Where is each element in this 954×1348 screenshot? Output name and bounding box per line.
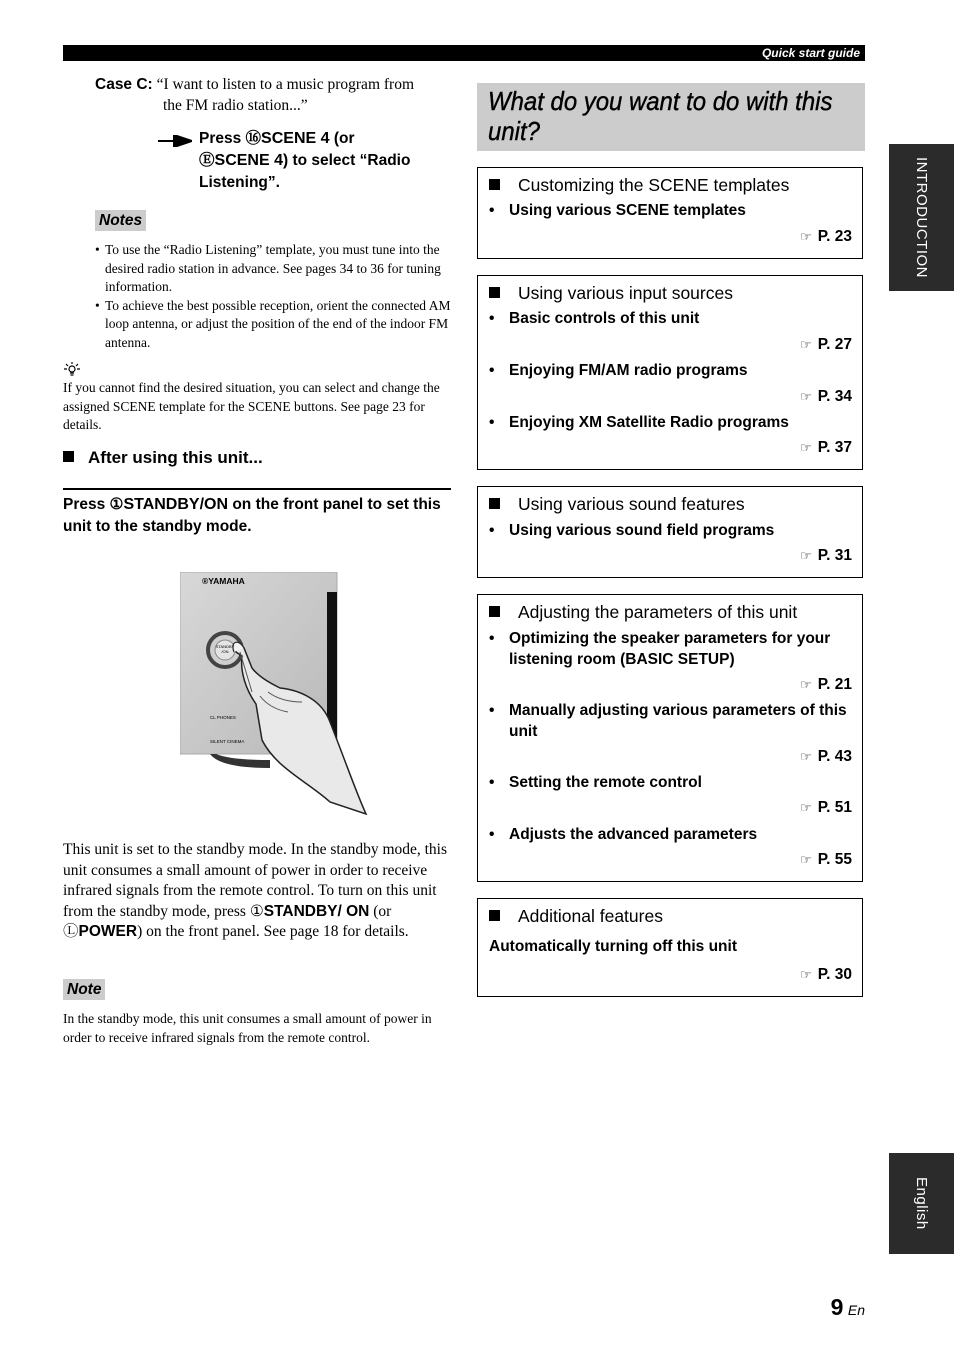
section-adjusting-parameters: Adjusting the parameters of this unit • Optimizing the speaker parameters for your listening room (BASIC SETUP) ☞ P. 21 • Manually adjusting various parameters of this unit ☞ P. 43 • Setting the remote control ☞ P. 51 • Adjusts the advanced parameters ☞ P. 55 [477,594,863,882]
pointing-hand-icon: ☞ [800,677,812,692]
list-item: • Using various SCENE templates [489,202,746,219]
page-ref-link[interactable]: ☞ P. 43 [800,748,852,765]
brand-logo: ®YAMAHA [202,576,245,586]
standby-key: STANDBY/ON [123,496,229,513]
page-ref-link[interactable]: ☞ P. 51 [800,799,852,816]
pointing-hand-icon: ☞ [800,440,812,455]
after-heading: After using this unit... [63,447,263,469]
case-label: Case C: [95,76,153,93]
pointing-hand-icon: ☞ [800,800,812,815]
section-sound-features: Using various sound features • Using various sound field programs ☞ P. 31 [477,486,863,578]
arrow-icon [158,134,192,152]
device-label: CL PHONES [210,715,236,720]
page-ref-link[interactable]: ☞ P. 55 [800,851,852,868]
page-title: What do you want to do with this unit? [488,86,833,146]
page-ref-link[interactable]: ☞ P. 31 [800,547,852,564]
note-item: • To use the “Radio Listening” template, you must tune into the desired radio station in advance. See pages 34 to 36 for tuning information. [95,241,451,297]
device-standby-button[interactable]: STANDBY /ON [215,644,235,654]
notes-list [95,241,451,352]
device-illustration [180,572,370,842]
square-bullet-icon [489,179,500,190]
scene4-key: SCENE 4 [261,130,330,147]
case-c [95,75,455,116]
list-item: • Optimizing the speaker parameters for your listening room (BASIC SETUP) [489,630,831,668]
note-label: Note [63,979,105,1000]
tip-text: If you cannot find the desired situation, you can select and change the assigned SCENE template for the SCENE buttons. See page 23 for details. [63,380,440,432]
notes-label: Notes [95,210,146,231]
page-ref-link[interactable]: ☞ P. 23 [800,228,852,245]
divider [63,488,451,490]
list-item: • Enjoying XM Satellite Radio programs [489,414,789,431]
pointing-hand-icon: ☞ [800,967,812,982]
list-item: • Setting the remote control [489,774,702,791]
list-item: • Using various sound field programs [489,522,775,539]
side-tab-introduction[interactable]: INTRODUCTION [889,144,954,291]
header-bar [63,45,865,61]
side-tab-english[interactable]: English [889,1153,954,1254]
list-item: • Basic controls of this unit [489,310,700,327]
square-bullet-icon [489,498,500,509]
title-box [477,83,865,151]
section-additional-features: Additional features Automatically turning off this unit ☞ P. 30 [477,898,863,997]
case-text-2: the FM radio station...” [163,96,308,114]
page-ref-link[interactable]: ☞ P. 34 [800,388,852,405]
press-instruction: Press ⑯SCENE 4 (or ⒺSCENE 4) to select “Radio Listening”. [199,130,411,191]
pointing-hand-icon: ☞ [800,852,812,867]
section-input-sources: Using various input sources • Basic controls of this unit ☞ P. 27 • Enjoying FM/AM radio programs ☞ P. 34 • Enjoying XM Satellite Radio programs ☞ P. 37 [477,275,863,470]
page-ref-link[interactable]: ☞ P. 30 [800,966,852,983]
pointing-hand-icon: ☞ [800,749,812,764]
square-bullet-icon [489,910,500,921]
square-bullet-icon [63,451,74,462]
section-scene-templates: Customizing the SCENE templates • Using various SCENE templates ☞ P. 23 [477,167,863,259]
page-ref-link[interactable]: ☞ P. 37 [800,439,852,456]
standby-instruction: Press ①STANDBY/ON on the front panel to set this unit to the standby mode. [63,496,441,535]
lightbulb-icon [63,360,81,381]
pointing-hand-icon: ☞ [800,337,812,352]
pointing-hand-icon: ☞ [800,229,812,244]
list-item: • Manually adjusting various parameters of this unit [489,702,847,740]
section-label: Quick start guide [761,46,860,60]
page-ref-link[interactable]: ☞ P. 21 [800,676,852,693]
page-ref-link[interactable]: ☞ P. 27 [800,336,852,353]
pointing-hand-icon: ☞ [800,389,812,404]
note-item: • To achieve the best possible reception, orient the connected AM loop antenna, or adjust the position of the end of the indoor FM antenna. [95,297,451,353]
list-item: Automatically turning off this unit [489,938,737,955]
standby-body-text: This unit is set to the standby mode. In the standby mode, this unit consumes a small amount of power in order to receive infrared signals from the remote control. To turn on this unit from the standby mode, press ①STANDBY/ ON (or ⓁPOWER) on the front panel. See page 18 for details. [63,841,448,940]
case-text-1: “I want to listen to a music program from [156,76,415,93]
note-text: In the standby mode, this unit consumes a small amount of power in order to receive infrared signals from the remote control. [63,1011,432,1045]
square-bullet-icon [489,287,500,298]
scene4-key-remote: SCENE 4 [214,152,283,169]
list-item: • Adjusts the advanced parameters [489,826,758,843]
device-label: SILENT CINEMA [210,739,245,744]
page-number: 9 En [830,1294,865,1320]
pointing-hand-icon: ☞ [800,548,812,563]
square-bullet-icon [489,606,500,617]
list-item: • Enjoying FM/AM radio programs [489,362,748,379]
